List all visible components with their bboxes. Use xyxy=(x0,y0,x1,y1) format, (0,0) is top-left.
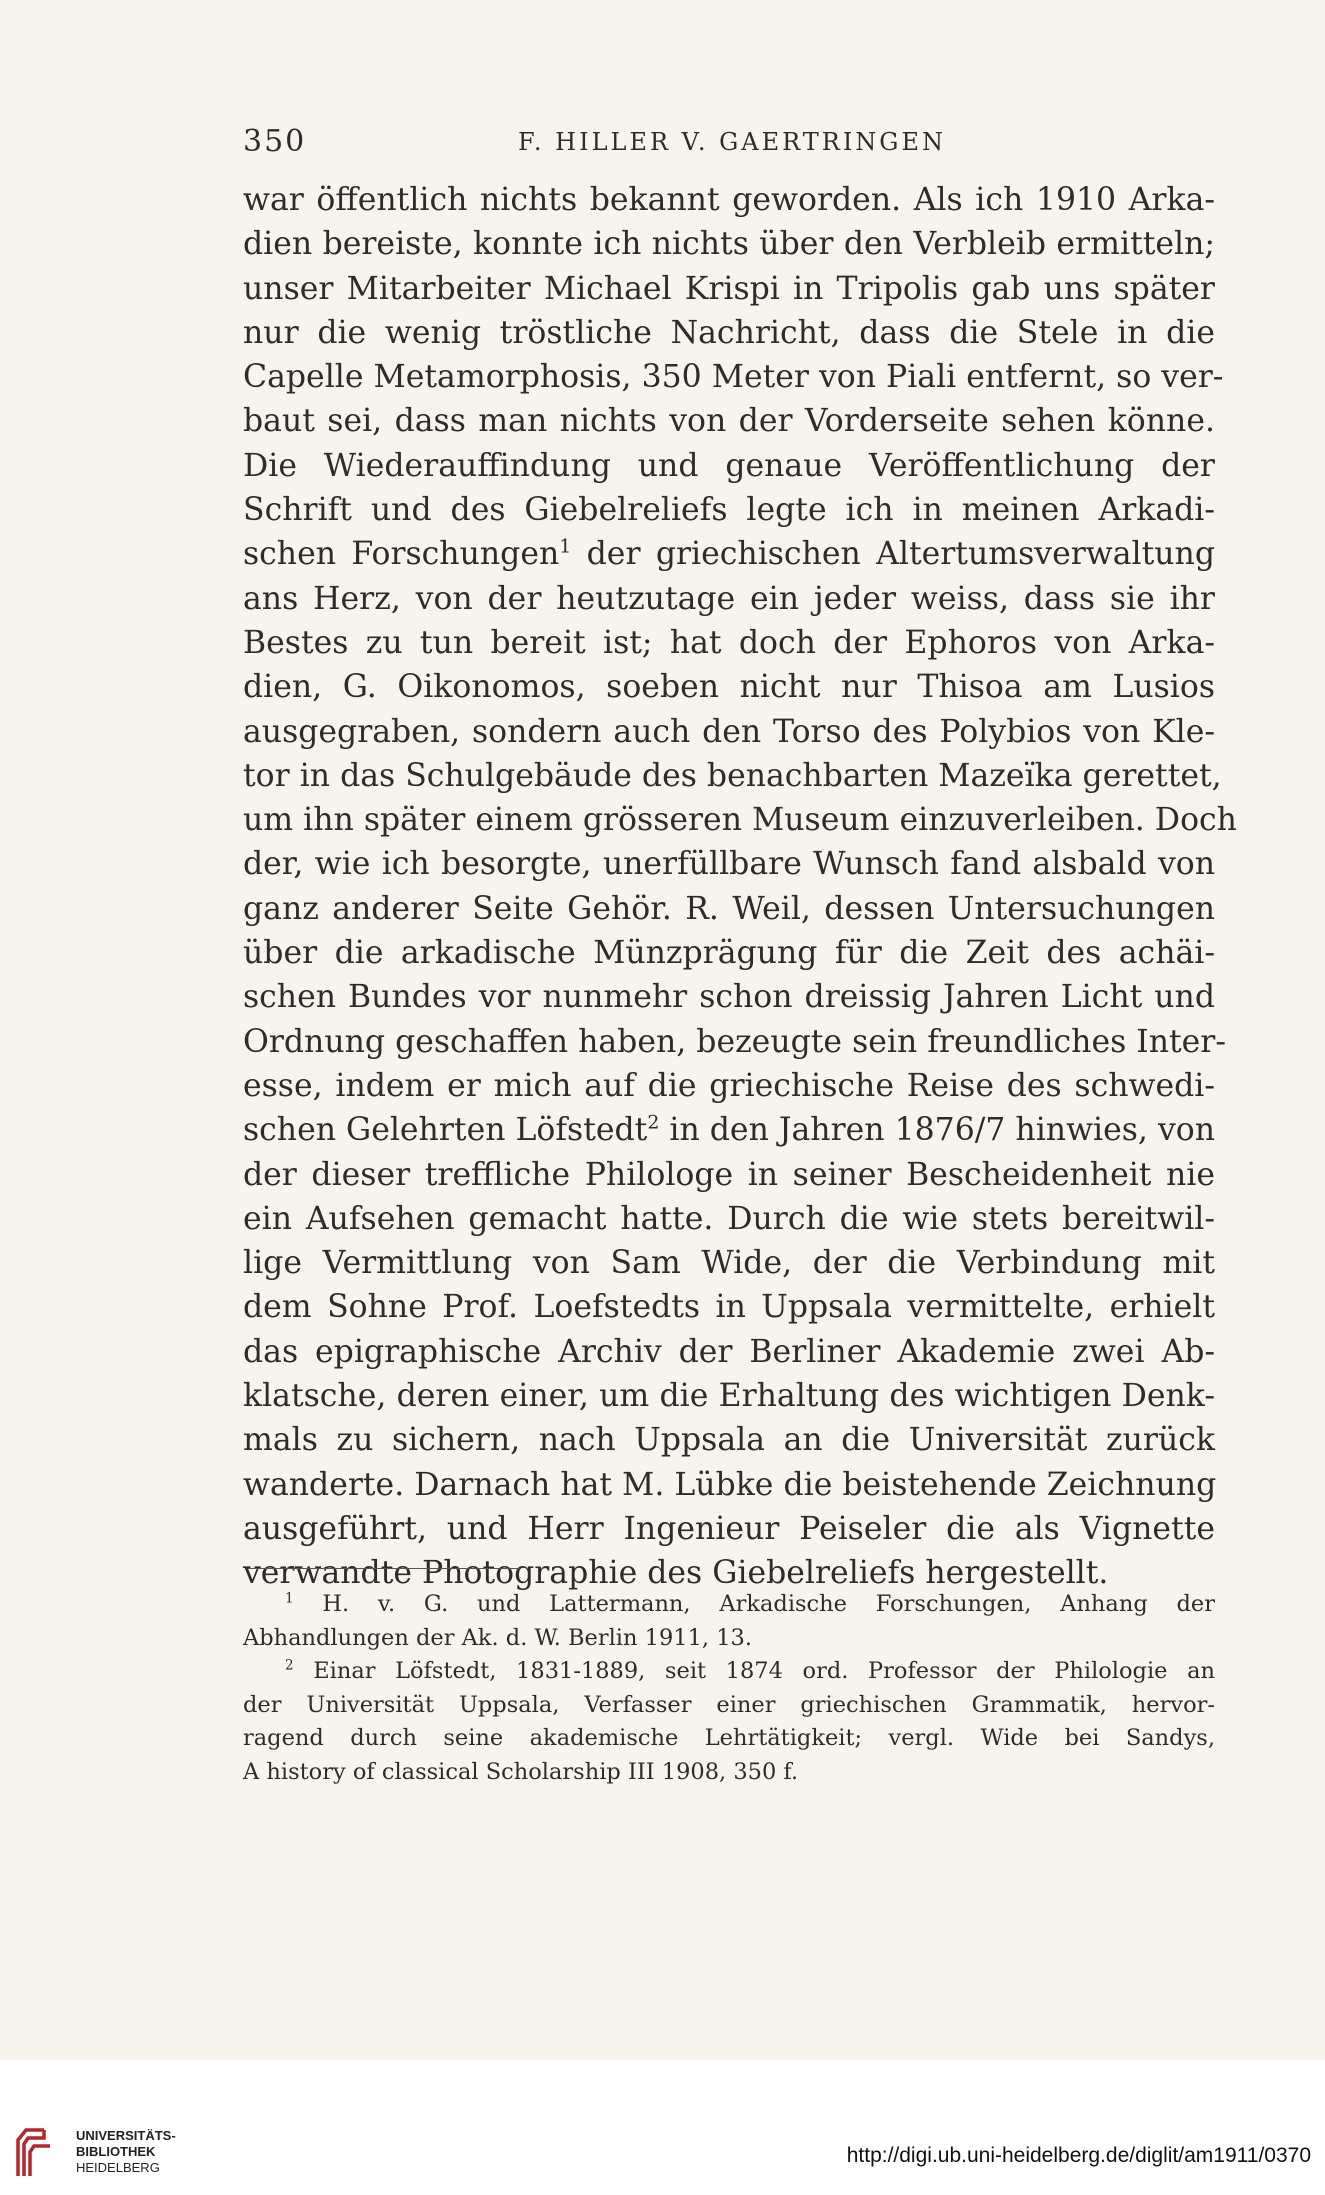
footnote-separator xyxy=(248,1568,520,1569)
text-line-with-footnote-ref xyxy=(243,1108,1215,1152)
footnote-2-cont: A history of classical Scholarship III 1908, 350 f. xyxy=(243,1758,799,1785)
body-text xyxy=(243,178,1237,1596)
text-line: klatsche, deren einer, um die Erhaltung des wichtigen Denk- xyxy=(243,1378,1215,1415)
footer-bar xyxy=(0,2060,1325,2195)
text-line-with-footnote-ref xyxy=(243,532,1215,576)
library-name xyxy=(76,2128,176,2176)
university-library-logo-icon[interactable] xyxy=(14,2126,58,2180)
text-line: mals zu sichern, nach Uppsala an die Universität zurück xyxy=(243,1422,1215,1459)
text-line: dem Sohne Prof. Loefstedts in Uppsala vermittelte, erhielt xyxy=(243,1289,1215,1326)
library-name-line: HEIDELBERG xyxy=(76,2160,160,2175)
text-line: das epigraphische Archiv der Berliner Akademie zwei Ab- xyxy=(243,1333,1215,1370)
text-line: verwandte Photographie des Giebelreliefs hergestellt. xyxy=(243,1555,1109,1592)
text-line: Bestes zu tun bereit ist; hat doch der Ephoros von Arka- xyxy=(243,624,1215,661)
text-line: ganz anderer Seite Gehör. R. Weil, dessen Untersuchungen xyxy=(243,890,1215,927)
footnotes xyxy=(243,1588,1215,1789)
footnote-2-cont: ragend durch seine akademische Lehrtätigkeit; vergl. Wide bei Sandys, xyxy=(243,1725,1215,1751)
text-line: lige Vermittlung von Sam Wide, der die Verbindung mit xyxy=(243,1245,1215,1282)
text-line: dien, G. Oikonomos, soeben nicht nur Thisoa am Lusios xyxy=(243,669,1215,706)
text-line: dien bereiste, konnte ich nichts über den Verbleib ermitteln; xyxy=(243,226,1215,263)
text-segment: in den Jahren 1876/7 hinwies, von xyxy=(659,1112,1215,1149)
footnote-2 xyxy=(243,1655,1215,1689)
text-line: ein Aufsehen gemacht hatte. Durch die wie stets bereitwil- xyxy=(243,1200,1215,1237)
text-segment: schen Gelehrten Löfstedt xyxy=(243,1112,648,1149)
text-line: ausgeführt, und Herr Ingenieur Peiseler die als Vignette xyxy=(243,1510,1215,1547)
text-line: war öffentlich nichts bekannt geworden. Als ich 1910 Arka- xyxy=(243,182,1215,218)
footnote-1-cont: Abhandlungen der Ak. d. W. Berlin 1911, 13. xyxy=(243,1624,752,1651)
text-line: über die arkadische Münzprägung für die Zeit des achäi- xyxy=(243,935,1215,972)
text-line: ans Herz, von der heutzutage ein jeder weiss, dass sie ihr xyxy=(243,580,1215,617)
footnote-ref-2[interactable]: 2 xyxy=(647,1111,660,1134)
text-line: baut sei, dass man nichts von der Vorderseite sehen könne. xyxy=(243,403,1215,440)
text-line: der dieser treffliche Philologe in seiner Bescheidenheit nie xyxy=(243,1156,1215,1193)
text-line: esse, indem er mich auf die griechische Reise des schwedi- xyxy=(243,1067,1215,1104)
footnote-text: Einar Löfstedt, 1831-1889, seit 1874 ord. Professor der Philologie an xyxy=(293,1658,1215,1684)
text-line: tor in das Schulgebäude des benachbarten Mazeïka gerettet, xyxy=(243,757,1222,794)
footnote-ref-1[interactable]: 1 xyxy=(559,535,572,558)
text-line: nur die wenig tröstliche Nachricht, dass die Stele in die xyxy=(243,314,1215,351)
text-line: wanderte. Darnach hat M. Lübke die beistehende Zeichnung xyxy=(243,1466,1217,1503)
text-line: Schrift und des Giebelreliefs legte ich in meinen Arkadi- xyxy=(243,492,1215,529)
text-line: um ihn später einem grösseren Museum einzuverleiben. Doch xyxy=(243,802,1237,839)
footnote-marker: 1 xyxy=(285,1590,294,1607)
permalink-url[interactable]: http://digi.ub.uni-heidelberg.de/diglit/am1911/0370 xyxy=(846,2144,1311,2167)
page-number: 350 xyxy=(243,124,307,159)
text-line: ausgegraben, sondern auch den Torso des Polybios von Kle- xyxy=(243,713,1215,750)
text-line: der, wie ich besorgte, unerfüllbare Wunsch fand alsbald von xyxy=(243,846,1215,883)
text-segment: schen Forschungen xyxy=(243,536,560,573)
running-head: F. HILLER V. GAERTRINGEN xyxy=(518,128,946,156)
text-line: Die Wiederauffindung und genaue Veröffentlichung der xyxy=(243,447,1215,484)
text-line: Capelle Metamorphosis, 350 Meter von Piali entfernt, so ver- xyxy=(243,359,1224,396)
footnote-text: H. v. G. und Lattermann, Arkadische Forschungen, Anhang der xyxy=(293,1591,1215,1617)
footnote-1 xyxy=(243,1588,1215,1622)
text-segment: der griechischen Altertumsverwaltung xyxy=(571,536,1215,573)
footnote-marker: 2 xyxy=(285,1657,294,1674)
library-name-line: UNIVERSITÄTS- xyxy=(76,2128,176,2143)
text-line: Ordnung geschaffen haben, bezeugte sein freundliches Inter- xyxy=(243,1023,1226,1060)
library-name-line: BIBLIOTHEK xyxy=(76,2144,156,2159)
text-line: unser Mitarbeiter Michael Krispi in Tripolis gab uns später xyxy=(243,270,1215,307)
footnote-2-cont: der Universität Uppsala, Verfasser einer griechischen Grammatik, hervor- xyxy=(243,1691,1215,1718)
text-line: schen Bundes vor nunmehr schon dreissig Jahren Licht und xyxy=(243,979,1215,1016)
page-header xyxy=(243,124,1215,164)
